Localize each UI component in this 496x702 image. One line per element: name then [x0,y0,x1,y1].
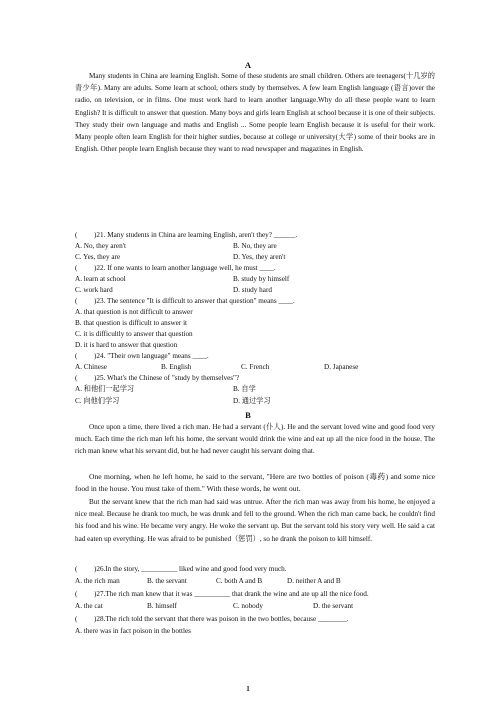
option: D. the servant [313,602,354,610]
option: B. the servant [147,577,187,585]
option: D. study hard [233,286,272,294]
option: A. the cat [75,602,103,610]
option: B. himself [147,602,177,610]
option: A. 和他们一起学习 [75,385,135,393]
question-23: ( )23. The sentence "It is difficult to answer that question" means ____. [75,297,295,305]
option: D. Japanese [324,363,359,371]
page-number: 1 [246,685,250,693]
question-28: ( )28.The rich told the servant that there was poison in the two bottles, because ________. [75,615,349,623]
option: C. French [241,363,270,371]
option: B. English [161,363,192,371]
option: B. No, they are [233,242,277,250]
option: A. learn at school [75,275,126,283]
option: C. both A and B [216,577,263,585]
option: A. No, they aren't [75,242,126,250]
section-b-heading: B [245,410,251,420]
section-b-paragraph-1: Once upon a time, there lived a rich man. He had a servant (仆人). He and the servant loved wine and good food very much. Each time the rich man left his home, the servant would drink the wine and eat up all the nice food in the house. The rich man knew what his servant did, but he had never caught his servant doing that. [75,423,435,456]
section-b-paragraph-3: But the servant knew that the rich man had said was untrue. After the rich man was away from his home, he enjoyed a nice meal. Because he drank too much, he was drunk and fell to the ground. When the rich man came back, he couldn't find his food and his wine. He became very angry. He woke the servant up. But the servant told his story very well. He said a cat had eaten up everything. He was afraid to be punished（惩罚）, so he drank the poison to kill himself. [75,498,435,543]
option: C. nobody [233,602,263,610]
option: D. 通过学习 [233,397,271,405]
question-24: ( )24. "Their own language" means ____. [75,352,209,360]
question-27: ( )27.The rich man knew that it was __________ that drank the wine and ate up all the nice food. [75,590,369,598]
question-21: ( )21. Many students in China are learning English, aren't they? ______. [75,231,298,239]
option: B. 自学 [233,385,256,393]
question-25: ( )25. What's the Chinese of "study by themselves"? [75,374,240,382]
option: D. Yes, they aren't [233,253,286,261]
option: A. that question is not difficult to answer [75,308,193,316]
section-a-passage: Many students in China are learning English. Some of these students are small children. Others are teenagers(十几岁的青少年). Many are adults. Some learn at school, others study by themselves. A few learn English language (语言)over the radio, on television, or in films. One must work hard to learn another language.Why do all these people want to learn English? It is difficult to answer that question. Many boys and girls learn English at school because it is one of their subjects. They study their own language and maths and English ... Some people learn English because it is useful for their work. Many people often learn English for their higher sutdies, because at college or university(大学) some of their books are in English. Other people learn English because they want to read newspaper and magazines in English. [75,72,435,154]
option: D. neither A and B [287,577,341,585]
option: D. it is hard to answer that question [75,341,178,349]
option: C. it is difficultly to answer that question [75,330,193,338]
question-22: ( )22. If one wants to learn another language well, he must ____. [75,264,276,272]
option: C. Yes, they are [75,253,121,261]
question-26: ( )26.In the story, __________ liked wine and good food very much. [75,565,287,573]
option: B. study by himself [233,275,290,283]
option: C. 向他们学习 [75,397,120,405]
option: B. that question is difficult to answer it [75,319,188,327]
option: A. the rich man [75,577,120,585]
section-b-paragraph-2: One morning, when he left home, he said to the servant, "Here are two bottles of poison (毒药) and some nice food in the house. You must take of them." With these words, he went out. [75,472,435,494]
option: C. work hard [75,286,113,294]
option: A. Chinese [75,363,107,371]
option: A. there was in fact poison in the bottles [75,627,191,635]
section-a-heading: A [244,60,252,70]
